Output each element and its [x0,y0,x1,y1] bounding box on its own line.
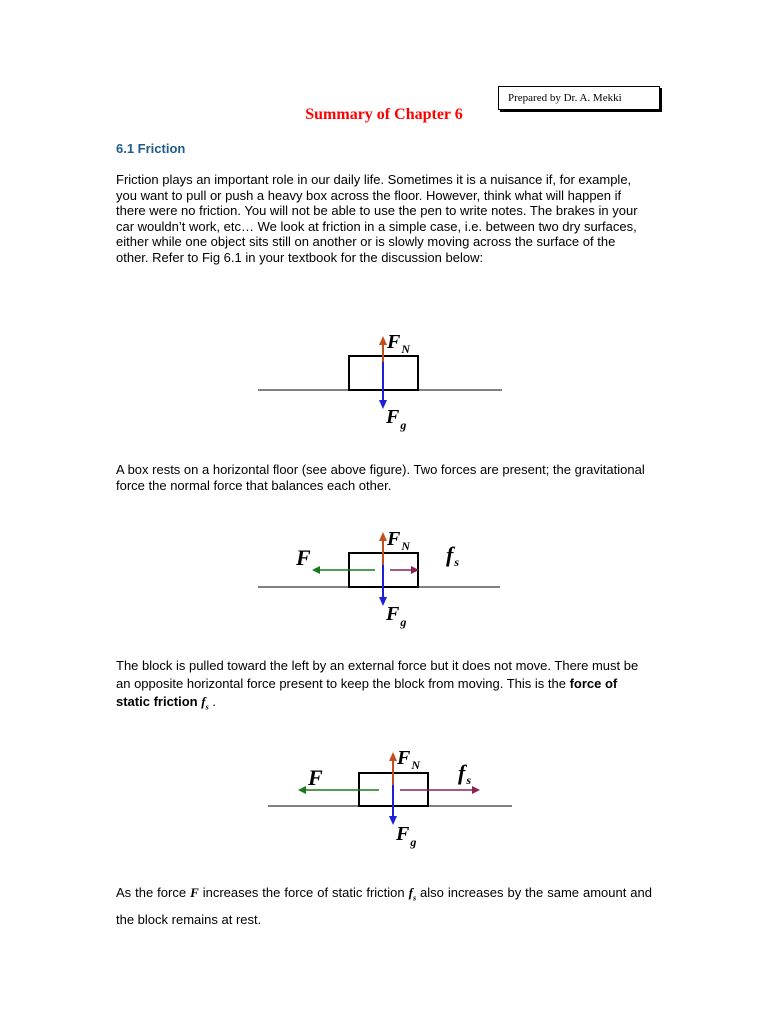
friction-force-label: fs [446,542,459,569]
static-friction-symbol: $f_s$ [201,694,209,712]
applied-force-arrowhead [298,786,306,794]
gravity-force-label: $F_g$ [386,406,407,432]
gravity-force-label: $F_g$ [386,603,407,629]
friction-force-label: fs [458,760,471,787]
applied-force-label: F [308,765,323,790]
normal-force-label: $F_N$ [387,331,411,356]
increase-text-1: As the force [116,885,191,900]
friction-force-arrowhead [472,786,480,794]
prepared-by-text: Prepared by Dr. A. Mekki [508,92,622,104]
applied-force-label: F [296,545,311,570]
gravity-force-label: $F_g$ [396,823,417,849]
normal-force-label: $F_N$ [387,528,411,553]
page-title: Summary of Chapter 6 [305,106,463,123]
applied-force-symbol: F [190,885,199,900]
normal-force-label: $F_N$ [397,747,421,772]
box-rests-paragraph: A box rests on a horizontal floor (see above figure). Two forces are present; the gravitational force the normal force that balances each other. [116,462,645,493]
static-friction-term: force of static friction [116,676,618,709]
increase-text-3: also increases by the same amount and the block remains at rest. [116,885,652,927]
static-friction-text: The block is pulled toward the left by an external force but it does not move. There must be an opposite horizontal force present to keep the block from moving. This is the [116,658,639,691]
section-heading: 6.1 Friction [116,141,186,156]
intro-paragraph: Friction plays an important role in our daily life. Sometimes it is a nuisance if, for example, you want to pull or push a heavy box across the floor. However, think what will happen if there were no friction. You will not be able to use the pen to write notes. The brakes in your car wouldn’t work, etc… We look at friction in a simple case, i.e. between two dry surfaces, either while one object sits still on another or is slowly moving across the surface of the other. Refer to Fig 6.1 in your textbook for the discussion below: [116,172,638,265]
increase-paragraph [116,882,652,930]
increase-text-2: increases the force of static friction [198,885,409,900]
normal-force-arrowhead [389,752,397,761]
static-friction-period: . [208,694,216,709]
friction-symbol: $f_s$ [408,885,417,903]
